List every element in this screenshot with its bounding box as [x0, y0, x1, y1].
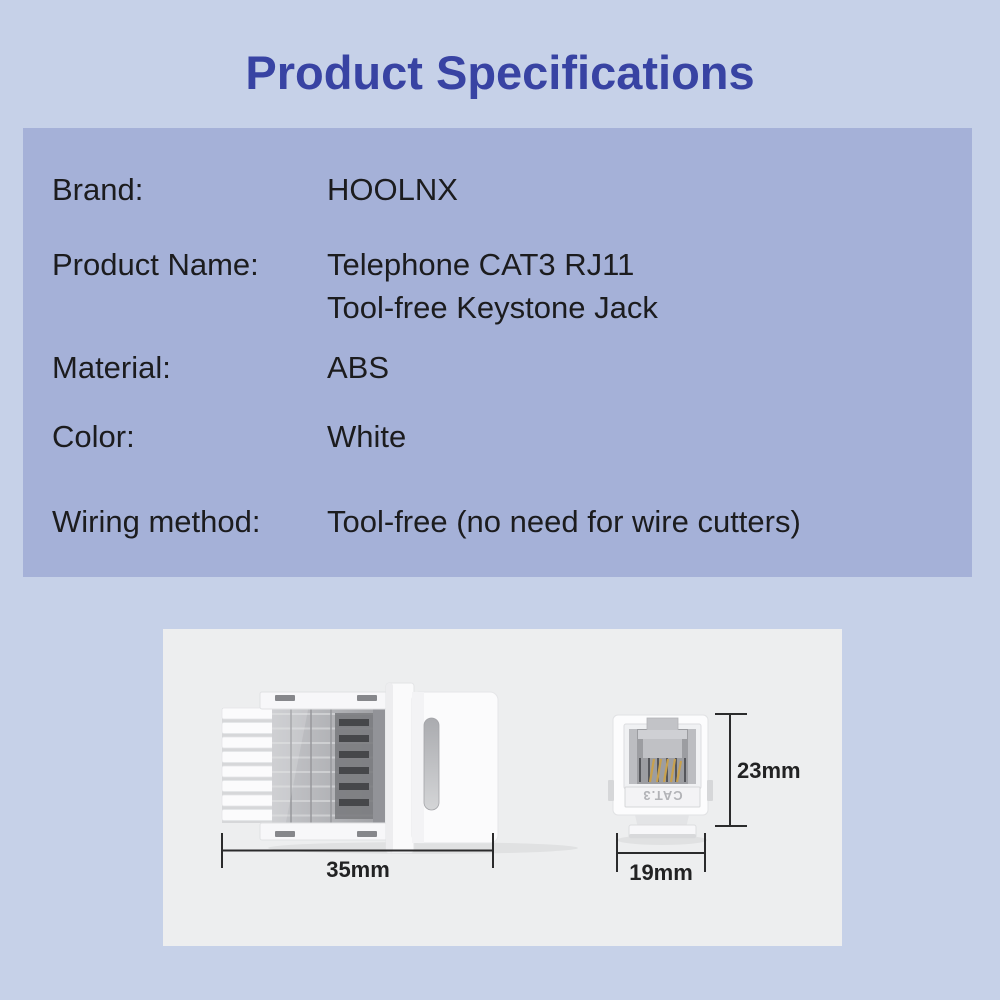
spec-value-product-name: [327, 243, 658, 329]
rj11-socket: [624, 718, 701, 789]
spec-value-brand: HOOLNX: [327, 172, 458, 207]
spec-label-wiring-method: Wiring method:: [52, 504, 261, 539]
product-diagram: [163, 629, 842, 946]
body-slot: [424, 718, 439, 810]
spec-label-color: Color:: [52, 419, 135, 454]
dimension-19mm-label: 19mm: [629, 860, 693, 885]
spec-value-wiring-method: Tool-free (no need for wire cutters): [327, 504, 801, 539]
page-title: Product Specifications: [245, 46, 755, 99]
dimension-35mm-label: 35mm: [326, 857, 390, 882]
product-diagram-panel: [163, 629, 842, 946]
jack-body: [412, 692, 498, 843]
side-tab-left: [608, 780, 614, 801]
spec-value-material: ABS: [327, 350, 390, 385]
spec-label-product-name: Product Name:: [52, 247, 259, 282]
translucent-cap: [272, 705, 385, 827]
keystone-jack-side-view: [222, 683, 578, 882]
spec-card: [23, 128, 972, 577]
dimension-23mm-label: 23mm: [737, 758, 801, 783]
cat3-marking-label: CAT.3: [642, 788, 683, 803]
rj11-latch: [629, 815, 696, 838]
spec-value-product-name-line2: Tool-free Keystone Jack: [327, 290, 658, 325]
spec-label-brand: Brand:: [52, 172, 144, 207]
rj11-jack-front-view: [608, 714, 801, 885]
spec-label-material: Material:: [52, 350, 171, 385]
spec-value-product-name-line1: Telephone CAT3 RJ11: [327, 247, 635, 282]
side-tab-right: [707, 780, 713, 801]
spec-value-color: White: [327, 419, 407, 454]
wire-comb: [222, 708, 274, 823]
cat3-marking: [625, 787, 700, 807]
flange-shading: [386, 683, 393, 853]
